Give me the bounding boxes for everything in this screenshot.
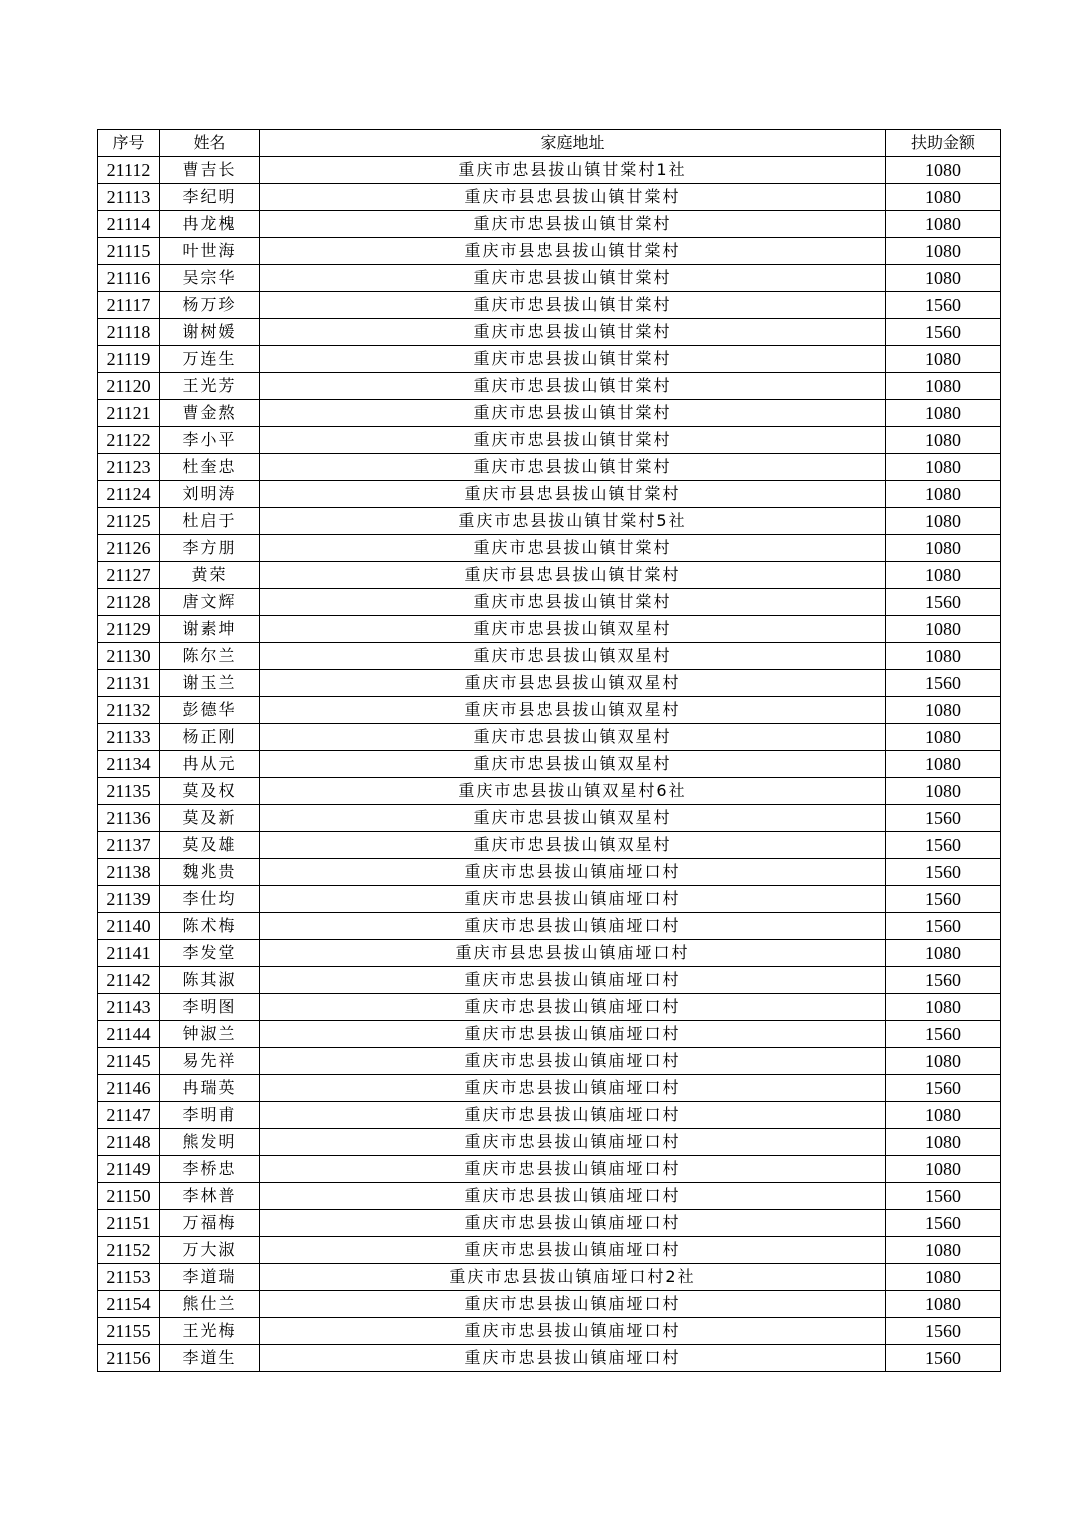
cell-home-address: 重庆市忠县拔山镇庙垭口村	[260, 1021, 886, 1048]
cell-name: 莫及权	[160, 778, 260, 805]
cell-home-address: 重庆市忠县拔山镇甘棠村	[260, 319, 886, 346]
cell-assistance-amount: 1080	[886, 373, 1001, 400]
cell-name: 熊发明	[160, 1129, 260, 1156]
cell-name: 黄荣	[160, 562, 260, 589]
cell-serial-number: 21117	[98, 292, 160, 319]
cell-assistance-amount: 1560	[886, 913, 1001, 940]
cell-name: 叶世海	[160, 238, 260, 265]
cell-home-address: 重庆市县忠县拔山镇甘棠村	[260, 238, 886, 265]
cell-name: 杨万珍	[160, 292, 260, 319]
cell-serial-number: 21133	[98, 724, 160, 751]
cell-serial-number: 21114	[98, 211, 160, 238]
cell-name: 李明甫	[160, 1102, 260, 1129]
table-row	[98, 562, 1001, 589]
cell-name: 魏兆贵	[160, 859, 260, 886]
cell-serial-number: 21131	[98, 670, 160, 697]
cell-serial-number: 21149	[98, 1156, 160, 1183]
cell-home-address: 重庆市忠县拔山镇甘棠村	[260, 400, 886, 427]
cell-assistance-amount: 1560	[886, 1075, 1001, 1102]
cell-assistance-amount: 1080	[886, 1129, 1001, 1156]
cell-serial-number: 21147	[98, 1102, 160, 1129]
cell-serial-number: 21150	[98, 1183, 160, 1210]
table-row	[98, 1021, 1001, 1048]
cell-home-address: 重庆市忠县拔山镇双星村	[260, 724, 886, 751]
table-row	[98, 535, 1001, 562]
cell-home-address: 重庆市忠县拔山镇庙垭口村	[260, 1075, 886, 1102]
cell-assistance-amount: 1080	[886, 724, 1001, 751]
cell-serial-number: 21116	[98, 265, 160, 292]
cell-name: 莫及新	[160, 805, 260, 832]
cell-assistance-amount: 1080	[886, 1048, 1001, 1075]
table-row	[98, 1237, 1001, 1264]
cell-home-address: 重庆市忠县拔山镇庙垭口村	[260, 1210, 886, 1237]
cell-serial-number: 21115	[98, 238, 160, 265]
table-row	[98, 589, 1001, 616]
cell-name: 冉从元	[160, 751, 260, 778]
cell-serial-number: 21145	[98, 1048, 160, 1075]
cell-assistance-amount: 1560	[886, 292, 1001, 319]
header-assistance-amount: 扶助金额	[886, 130, 1001, 157]
cell-assistance-amount: 1560	[886, 1318, 1001, 1345]
cell-name: 曹吉长	[160, 157, 260, 184]
cell-assistance-amount: 1080	[886, 562, 1001, 589]
cell-name: 李小平	[160, 427, 260, 454]
table-row	[98, 1048, 1001, 1075]
assistance-table	[97, 129, 1001, 1372]
table-row	[98, 1291, 1001, 1318]
cell-home-address: 重庆市忠县拔山镇甘棠村	[260, 346, 886, 373]
table-row	[98, 697, 1001, 724]
cell-home-address: 重庆市忠县拔山镇庙垭口村	[260, 1345, 886, 1372]
cell-home-address: 重庆市忠县拔山镇庙垭口村	[260, 1156, 886, 1183]
cell-name: 冉瑞英	[160, 1075, 260, 1102]
cell-home-address: 重庆市忠县拔山镇庙垭口村	[260, 1318, 886, 1345]
cell-serial-number: 21153	[98, 1264, 160, 1291]
table-row	[98, 427, 1001, 454]
cell-name: 曹金熬	[160, 400, 260, 427]
cell-name: 陈其淑	[160, 967, 260, 994]
cell-home-address: 重庆市忠县拔山镇庙垭口村	[260, 1048, 886, 1075]
cell-serial-number: 21122	[98, 427, 160, 454]
cell-serial-number: 21112	[98, 157, 160, 184]
cell-home-address: 重庆市县忠县拔山镇甘棠村	[260, 184, 886, 211]
cell-serial-number: 21140	[98, 913, 160, 940]
cell-home-address: 重庆市县忠县拔山镇甘棠村	[260, 562, 886, 589]
table-row	[98, 1183, 1001, 1210]
cell-home-address: 重庆市县忠县拔山镇双星村	[260, 697, 886, 724]
cell-home-address: 重庆市忠县拔山镇庙垭口村	[260, 994, 886, 1021]
cell-name: 万连生	[160, 346, 260, 373]
cell-assistance-amount: 1080	[886, 346, 1001, 373]
cell-serial-number: 21134	[98, 751, 160, 778]
cell-home-address: 重庆市县忠县拔山镇双星村	[260, 670, 886, 697]
cell-name: 万大淑	[160, 1237, 260, 1264]
table-row	[98, 913, 1001, 940]
header-name: 姓名	[160, 130, 260, 157]
cell-assistance-amount: 1560	[886, 859, 1001, 886]
table-row	[98, 616, 1001, 643]
cell-home-address: 重庆市忠县拔山镇甘棠村1社	[260, 157, 886, 184]
cell-serial-number: 21124	[98, 481, 160, 508]
cell-serial-number: 21120	[98, 373, 160, 400]
cell-home-address: 重庆市县忠县拔山镇庙垭口村	[260, 940, 886, 967]
table-row	[98, 265, 1001, 292]
cell-home-address: 重庆市忠县拔山镇甘棠村	[260, 589, 886, 616]
cell-home-address: 重庆市忠县拔山镇庙垭口村2社	[260, 1264, 886, 1291]
cell-name: 李方朋	[160, 535, 260, 562]
cell-name: 谢树媛	[160, 319, 260, 346]
cell-assistance-amount: 1560	[886, 967, 1001, 994]
cell-home-address: 重庆市忠县拔山镇甘棠村	[260, 211, 886, 238]
cell-name: 杜启于	[160, 508, 260, 535]
cell-assistance-amount: 1080	[886, 265, 1001, 292]
table-row	[98, 211, 1001, 238]
table-row	[98, 346, 1001, 373]
cell-serial-number: 21135	[98, 778, 160, 805]
cell-serial-number: 21127	[98, 562, 160, 589]
table-row	[98, 1102, 1001, 1129]
cell-name: 莫及雄	[160, 832, 260, 859]
cell-home-address: 重庆市忠县拔山镇双星村	[260, 616, 886, 643]
cell-assistance-amount: 1080	[886, 427, 1001, 454]
table-row	[98, 724, 1001, 751]
cell-assistance-amount: 1560	[886, 670, 1001, 697]
cell-name: 李道生	[160, 1345, 260, 1372]
cell-name: 刘明涛	[160, 481, 260, 508]
cell-assistance-amount: 1080	[886, 508, 1001, 535]
cell-home-address: 重庆市忠县拔山镇双星村	[260, 751, 886, 778]
table-row	[98, 859, 1001, 886]
cell-home-address: 重庆市忠县拔山镇庙垭口村	[260, 967, 886, 994]
cell-assistance-amount: 1080	[886, 994, 1001, 1021]
cell-serial-number: 21146	[98, 1075, 160, 1102]
cell-name: 熊仕兰	[160, 1291, 260, 1318]
cell-serial-number: 21152	[98, 1237, 160, 1264]
cell-name: 杨正刚	[160, 724, 260, 751]
table-row	[98, 373, 1001, 400]
cell-serial-number: 21132	[98, 697, 160, 724]
cell-name: 彭德华	[160, 697, 260, 724]
cell-assistance-amount: 1080	[886, 481, 1001, 508]
cell-serial-number: 21128	[98, 589, 160, 616]
cell-assistance-amount: 1560	[886, 832, 1001, 859]
cell-home-address: 重庆市忠县拔山镇双星村6社	[260, 778, 886, 805]
cell-serial-number: 21130	[98, 643, 160, 670]
cell-assistance-amount: 1080	[886, 238, 1001, 265]
table-row	[98, 778, 1001, 805]
cell-assistance-amount: 1560	[886, 1021, 1001, 1048]
table-header-row	[98, 130, 1001, 157]
cell-assistance-amount: 1560	[886, 805, 1001, 832]
cell-home-address: 重庆市忠县拔山镇庙垭口村	[260, 1237, 886, 1264]
cell-name: 陈术梅	[160, 913, 260, 940]
cell-assistance-amount: 1080	[886, 751, 1001, 778]
cell-assistance-amount: 1560	[886, 1345, 1001, 1372]
cell-home-address: 重庆市忠县拔山镇庙垭口村	[260, 886, 886, 913]
table-row	[98, 184, 1001, 211]
cell-assistance-amount: 1560	[886, 589, 1001, 616]
cell-home-address: 重庆市县忠县拔山镇甘棠村	[260, 481, 886, 508]
cell-serial-number: 21151	[98, 1210, 160, 1237]
cell-assistance-amount: 1080	[886, 1264, 1001, 1291]
cell-serial-number: 21148	[98, 1129, 160, 1156]
cell-home-address: 重庆市忠县拔山镇甘棠村5社	[260, 508, 886, 535]
cell-serial-number: 21129	[98, 616, 160, 643]
cell-name: 易先祥	[160, 1048, 260, 1075]
cell-assistance-amount: 1080	[886, 535, 1001, 562]
cell-name: 陈尔兰	[160, 643, 260, 670]
cell-serial-number: 21154	[98, 1291, 160, 1318]
cell-home-address: 重庆市忠县拔山镇甘棠村	[260, 373, 886, 400]
cell-home-address: 重庆市忠县拔山镇庙垭口村	[260, 1102, 886, 1129]
cell-assistance-amount: 1080	[886, 697, 1001, 724]
cell-name: 王光梅	[160, 1318, 260, 1345]
cell-home-address: 重庆市忠县拔山镇双星村	[260, 805, 886, 832]
cell-serial-number: 21137	[98, 832, 160, 859]
cell-assistance-amount: 1080	[886, 940, 1001, 967]
cell-assistance-amount: 1080	[886, 454, 1001, 481]
cell-serial-number: 21139	[98, 886, 160, 913]
cell-assistance-amount: 1080	[886, 184, 1001, 211]
table-row	[98, 886, 1001, 913]
cell-serial-number: 21156	[98, 1345, 160, 1372]
cell-name: 杜奎忠	[160, 454, 260, 481]
cell-serial-number: 21113	[98, 184, 160, 211]
header-home-address: 家庭地址	[260, 130, 886, 157]
table-row	[98, 1318, 1001, 1345]
table-row	[98, 670, 1001, 697]
table-row	[98, 643, 1001, 670]
cell-home-address: 重庆市忠县拔山镇庙垭口村	[260, 859, 886, 886]
table-row	[98, 940, 1001, 967]
table-row	[98, 400, 1001, 427]
cell-home-address: 重庆市忠县拔山镇庙垭口村	[260, 1183, 886, 1210]
cell-serial-number: 21143	[98, 994, 160, 1021]
cell-name: 李林普	[160, 1183, 260, 1210]
cell-assistance-amount: 1080	[886, 211, 1001, 238]
table-row	[98, 1345, 1001, 1372]
table-row	[98, 508, 1001, 535]
cell-assistance-amount: 1080	[886, 400, 1001, 427]
cell-serial-number: 21125	[98, 508, 160, 535]
cell-name: 钟淑兰	[160, 1021, 260, 1048]
cell-serial-number: 21138	[98, 859, 160, 886]
table-row	[98, 481, 1001, 508]
cell-assistance-amount: 1560	[886, 1210, 1001, 1237]
cell-name: 李发堂	[160, 940, 260, 967]
cell-home-address: 重庆市忠县拔山镇甘棠村	[260, 454, 886, 481]
cell-name: 李仕均	[160, 886, 260, 913]
table-row	[98, 994, 1001, 1021]
cell-assistance-amount: 1560	[886, 886, 1001, 913]
cell-home-address: 重庆市忠县拔山镇双星村	[260, 643, 886, 670]
cell-serial-number: 21118	[98, 319, 160, 346]
table-row	[98, 805, 1001, 832]
table-row	[98, 238, 1001, 265]
cell-home-address: 重庆市忠县拔山镇甘棠村	[260, 427, 886, 454]
cell-assistance-amount: 1080	[886, 157, 1001, 184]
cell-serial-number: 21136	[98, 805, 160, 832]
cell-name: 冉龙槐	[160, 211, 260, 238]
cell-serial-number: 21123	[98, 454, 160, 481]
cell-assistance-amount: 1080	[886, 778, 1001, 805]
table-row	[98, 1129, 1001, 1156]
table-row	[98, 454, 1001, 481]
cell-assistance-amount: 1080	[886, 643, 1001, 670]
cell-serial-number: 21119	[98, 346, 160, 373]
table-row	[98, 1156, 1001, 1183]
cell-serial-number: 21144	[98, 1021, 160, 1048]
cell-serial-number: 21126	[98, 535, 160, 562]
cell-name: 谢素坤	[160, 616, 260, 643]
cell-assistance-amount: 1080	[886, 1291, 1001, 1318]
cell-serial-number: 21155	[98, 1318, 160, 1345]
cell-name: 谢玉兰	[160, 670, 260, 697]
table-row	[98, 1264, 1001, 1291]
cell-assistance-amount: 1080	[886, 1102, 1001, 1129]
table-row	[98, 832, 1001, 859]
cell-serial-number: 21141	[98, 940, 160, 967]
cell-serial-number: 21121	[98, 400, 160, 427]
table-row	[98, 967, 1001, 994]
header-serial-number: 序号	[98, 130, 160, 157]
cell-name: 万福梅	[160, 1210, 260, 1237]
table-row	[98, 292, 1001, 319]
cell-home-address: 重庆市忠县拔山镇庙垭口村	[260, 1291, 886, 1318]
cell-name: 李明图	[160, 994, 260, 1021]
cell-name: 李桥忠	[160, 1156, 260, 1183]
cell-assistance-amount: 1080	[886, 616, 1001, 643]
cell-home-address: 重庆市忠县拔山镇庙垭口村	[260, 1129, 886, 1156]
cell-name: 李道瑞	[160, 1264, 260, 1291]
cell-home-address: 重庆市忠县拔山镇甘棠村	[260, 265, 886, 292]
cell-home-address: 重庆市忠县拔山镇甘棠村	[260, 292, 886, 319]
cell-name: 吴宗华	[160, 265, 260, 292]
table-row	[98, 1210, 1001, 1237]
cell-name: 李纪明	[160, 184, 260, 211]
cell-assistance-amount: 1080	[886, 1156, 1001, 1183]
table-row	[98, 1075, 1001, 1102]
cell-assistance-amount: 1080	[886, 1237, 1001, 1264]
cell-home-address: 重庆市忠县拔山镇双星村	[260, 832, 886, 859]
cell-assistance-amount: 1560	[886, 319, 1001, 346]
table-row	[98, 157, 1001, 184]
cell-serial-number: 21142	[98, 967, 160, 994]
cell-name: 唐文辉	[160, 589, 260, 616]
cell-assistance-amount: 1560	[886, 1183, 1001, 1210]
cell-home-address: 重庆市忠县拔山镇庙垭口村	[260, 913, 886, 940]
cell-name: 王光芳	[160, 373, 260, 400]
cell-home-address: 重庆市忠县拔山镇甘棠村	[260, 535, 886, 562]
table-row	[98, 751, 1001, 778]
table-row	[98, 319, 1001, 346]
